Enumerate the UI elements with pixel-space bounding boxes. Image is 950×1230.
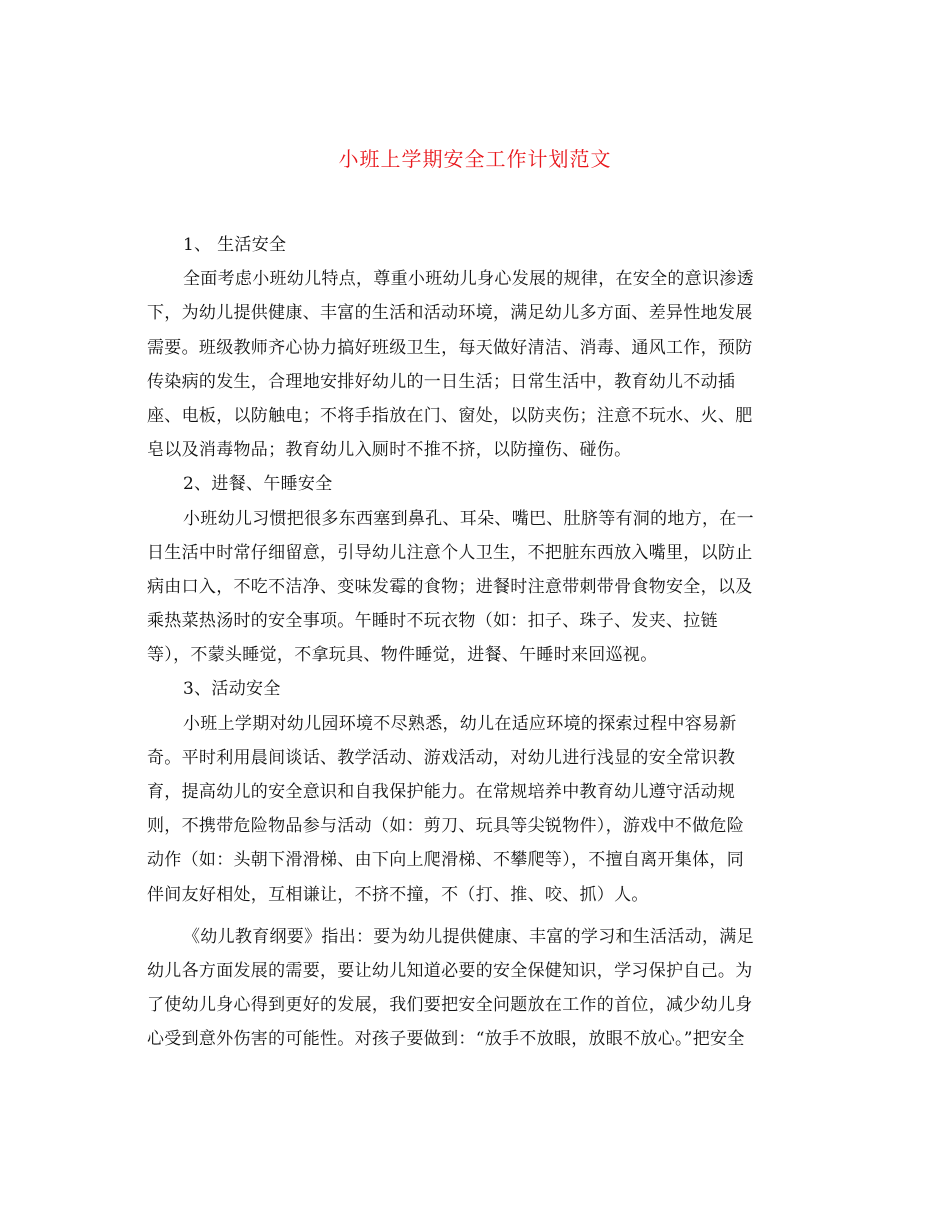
paragraph-line: 奇。平时利用晨间谈话、教学活动、游戏活动，对幼儿进行浅显的安全常识教 (147, 747, 736, 768)
paragraph-gap (147, 912, 802, 920)
paragraph-line: 育，提高幼儿的安全意识和自我保护能力。在常规培养中教育幼儿遵守活动规 (147, 782, 736, 802)
section-heading-3: 3、活动安全 (183, 679, 281, 700)
paragraph-line: 幼儿各方面发展的需要，要让幼儿知道必要的安全保健知识，学习保护自己。为 (147, 960, 753, 981)
paragraph-line: 座、电板，以防触电；不将手指放在门、窗处，以防夹伤；注意不玩水、火、肥 (147, 405, 753, 426)
paragraph-line: 伴间友好相处，互相谦让，不挤不撞，不（打、推、咬、抓）人。 (147, 884, 649, 905)
paragraph-line: 等），不蒙头睡觉，不拿玩具、物件睡觉，进餐、午睡时来回巡视。 (147, 645, 658, 666)
paragraph-line: 小班上学期对幼儿园环境不尽熟悉，幼儿在适应环境的探索过程中容易新 (183, 713, 737, 734)
paragraph-line: 下，为幼儿提供健康、丰富的生活和活动环境，满足幼儿多方面、差异性地发展 (147, 303, 753, 324)
paragraph-line: 了使幼儿身心得到更好的发展，我们要把安全问题放在工作的首位，减少幼儿身 (147, 995, 753, 1016)
paragraph-line: 《幼儿教育纲要》指出：要为幼儿提供健康、丰富的学习和生活活动，满足 (183, 926, 754, 947)
paragraph-line: 全面考虑小班幼儿特点，尊重小班幼儿身心发展的规律，在安全的意识渗透 (183, 269, 754, 290)
paragraph-line: 则，不携带危险物品参与活动（如：剪刀、玩具等尖锐物件），游戏中不做危险 (147, 816, 744, 837)
section-heading-1: 1、 生活安全 (183, 235, 287, 255)
paragraph-line: 小班幼儿习惯把很多东西塞到鼻孔、耳朵、嘴巴、肚脐等有洞的地方，在一 (183, 508, 754, 529)
document-body (147, 228, 802, 1057)
section-heading-2: 2、进餐、午睡安全 (183, 474, 333, 495)
paragraph-line: 皂以及消毒物品；教育幼儿入厕时不推不挤，以防撞伤、碰伤。 (147, 440, 632, 461)
paragraph-line: 需要。班级教师齐心协力搞好班级卫生，每天做好清洁、消毒、通风工作，预防 (147, 337, 753, 358)
paragraph-line: 心受到意外伤害的可能性。对孩子要做到：“放手不放眼，放眼不放心。”把安全 (147, 1029, 745, 1050)
paragraph-line: 传染病的发生，合理地安排好幼儿的一日生活；日常生活中，教育幼儿不动插 (147, 371, 736, 392)
paragraph-line: 动作（如：头朝下滑滑梯、由下向上爬滑梯、不攀爬等），不擅自离开集体，同 (147, 850, 744, 871)
document-title: 小班上学期安全工作计划范文 (338, 147, 612, 171)
paragraph-line: 病由口入，不吃不洁净、变味发霉的食物；进餐时注意带刺带骨食物安全，以及 (147, 576, 753, 597)
paragraph-line: 乘热菜热汤时的安全事项。午睡时不玩衣物（如：扣子、珠子、发夹、拉链 (147, 611, 718, 632)
paragraph-line: 日生活中时常仔细留意，引导幼儿注意个人卫生，不把脏东西放入嘴里，以防止 (147, 542, 753, 563)
